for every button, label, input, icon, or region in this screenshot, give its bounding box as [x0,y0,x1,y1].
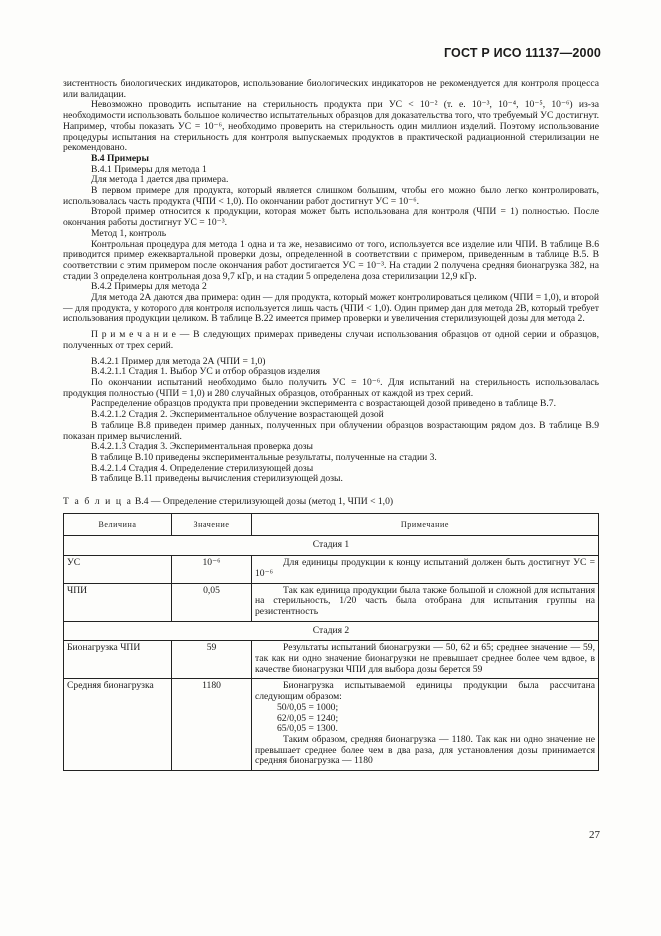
page-number: 27 [589,829,600,841]
table-row [64,679,599,771]
stage-label: Стадия 1 [64,536,599,556]
cell-value: 0,05 [172,583,252,621]
paragraph: В первом примере для продукта, который является слишком большим, чтобы его можно было легко контролировать, использовалась часть продукта (ЧПИ < 1,0). По окончании работ достигнут УС = 10⁻⁶. [63,185,599,207]
subsection-heading: В.4.1 Примеры для метода 1 [91,163,207,175]
cell-value: 59 [172,641,252,679]
table-caption-text: В.4 — Определение стерилизующей дозы (метод 1, ЧПИ < 1,0) [132,496,394,508]
table-row [64,641,599,679]
cell-quantity: Бионагрузка ЧПИ [64,641,172,679]
paragraph: По окончании испытаний необходимо было получить УС = 10⁻⁶. Для испытаний на стерильность использовалась продукция полностью (ЧПИ = 1,0) и 280 случайных образцов, отобранных от каждой из трех серий. [63,376,599,399]
subsection-heading: В.4.2 Примеры для метода 2 [91,281,207,293]
cell-note: Для единицы продукции к концу испытаний должен быть достигнут УС = 10⁻⁶ [252,556,599,583]
table-row [64,583,599,621]
column-header: Значение [172,513,252,536]
stage-label: Стадия 2 [64,621,599,641]
subsection-heading: В.4.2.1.3 Стадия 3. Экспериментальная проверка дозы [91,441,314,453]
paragraph: Для метода 1 дается два примера. [91,174,229,186]
table-header-row [64,513,599,536]
paragraph: Контрольная процедура для метода 1 одна и та же, независимо от того, используется все изделие или ЧПИ. В таблице В.6 приводится пример ежеквартальной проверки дозы, определенной в соответствии с примером, приведенным в таблице В.5. В соответствии с этим примером после окончания работ достигается УС = 10⁻³. На стадии 2 получена средняя бионагрузка 382, на стадии 3 определена контрольная доза 9,7 кГр, и на стадии 5 определена доза стерилизации 12,9 кГр. [63,238,599,282]
paragraph: Распределение образцов продукта при проведении эксперимента с возрастающей дозой приведено в таблице В.7. [91,398,556,410]
stage-row [64,621,599,641]
sterilization-dose-table [63,513,599,771]
paragraph: Метод 1, контроль [91,227,167,239]
cell-quantity: УС [64,556,172,583]
note [63,330,599,351]
page-body [63,79,599,771]
paragraph: В таблице В.11 приведены вычисления стерилизующей дозы. [91,473,343,485]
subsection-heading: В.4.2.1 Пример для метода 2А (ЧПИ = 1,0) [91,355,266,367]
paragraph: Для метода 2А даются два примера: один — для продукта, который может контролироваться целиком (ЧПИ = 1,0), и второй — для продукта, у которого для контроля используется лишь часть (ЧПИ < 1,0). Один пример дан для метода 2В, который требует использования продукции целиком. В таблице В.22 имеется пример проверки и увеличения стерилизующей дозы для метода 2. [63,292,599,325]
table-caption [63,497,599,508]
note-label: П р и м е ч а н и е — [91,329,190,341]
paragraph: Второй пример относится к продукции, которая может быть использована для контроля (ЧПИ = 1) полностью. После окончания работы достигнут УС = 10⁻³. [63,206,599,229]
subsection-heading: В.4.2.1.2 Стадия 2. Экспериментальное облучение возрастающей дозой [91,409,384,421]
cell-value: 10⁻⁶ [172,556,252,583]
cell-quantity: ЧПИ [64,583,172,621]
cell-quantity: Средняя бионагрузка [64,679,172,771]
section-heading: В.4 Примеры [91,152,149,164]
cell-note: Так как единица продукции была также большой и сложной для испытания на стерильность, 1/20 часть была отобрана для испытания группы на резистентность [252,583,599,621]
document-header: ГОСТ Р ИСО 11137—2000 [443,46,601,60]
paragraph: Невозможно проводить испытание на стерильность продукта при УС < 10⁻² (т. е. 10⁻³, 10⁻⁴, 10⁻⁵, 10⁻⁶) из-за необходимости использовать большое количество испытательных образцов для доказательства того, что требуемый УС достигнут. Например, чтобы показать УС = 10⁻⁶, необходимо проверить на стерильность один миллион изделий. Поэтому использование процедуры испытания на стерильность для контроля выпускаемых продуктов в практической радиационной стерилизации не рекомендовано. [63,99,599,154]
paragraph: В таблице В.10 приведены экспериментальные результаты, полученные на стадии 3. [91,451,437,463]
cell-note: Бионагрузка испытываемой единицы продукции была рассчитана следующим образом: 50/0,05 = 1000; 62/0,05 = 1240; 65/0,05 = 1300. Таким образом, средняя бионагрузка — 1180. Так как ни одно значение не превышает среднее более чем в два раза, для установления дозы принимается средняя бионагрузка — 1180 [252,679,599,771]
subsection-heading: В.4.2.1.1 Стадия 1. Выбор УС и отбор образцов изделия [91,366,321,378]
stage-row [64,536,599,556]
paragraph: В таблице В.8 приведен пример данных, полученных при облучении образцов возрастающим рядом доз. В таблице В.9 показан пример вычислений. [63,419,599,442]
cell-note: Результаты испытаний бионагрузки — 50, 62 и 65; среднее значение — 59, так как ни одно значение бионагрузки не превышает среднее более чем вдвое, в качестве бионагрузки ЧПИ для выбора дозы берется 59 [252,641,599,679]
cell-value: 1180 [172,679,252,771]
paragraph: зистентность биологических индикаторов, использование биологических индикаторов не рекомендуется для контроля процесса или валидации. [63,78,599,100]
table-row [64,556,599,583]
column-header: Примечание [252,513,599,536]
table-caption-label: Т а б л и ц а [63,496,133,508]
column-header: Величина [64,513,172,536]
note-text: В следующих примерах приведены случаи использования образцов от одной серии и образцов, полученных от трех серий. [63,329,599,351]
subsection-heading: В.4.2.1.4 Стадия 4. Определение стерилизующей дозы [91,462,314,474]
